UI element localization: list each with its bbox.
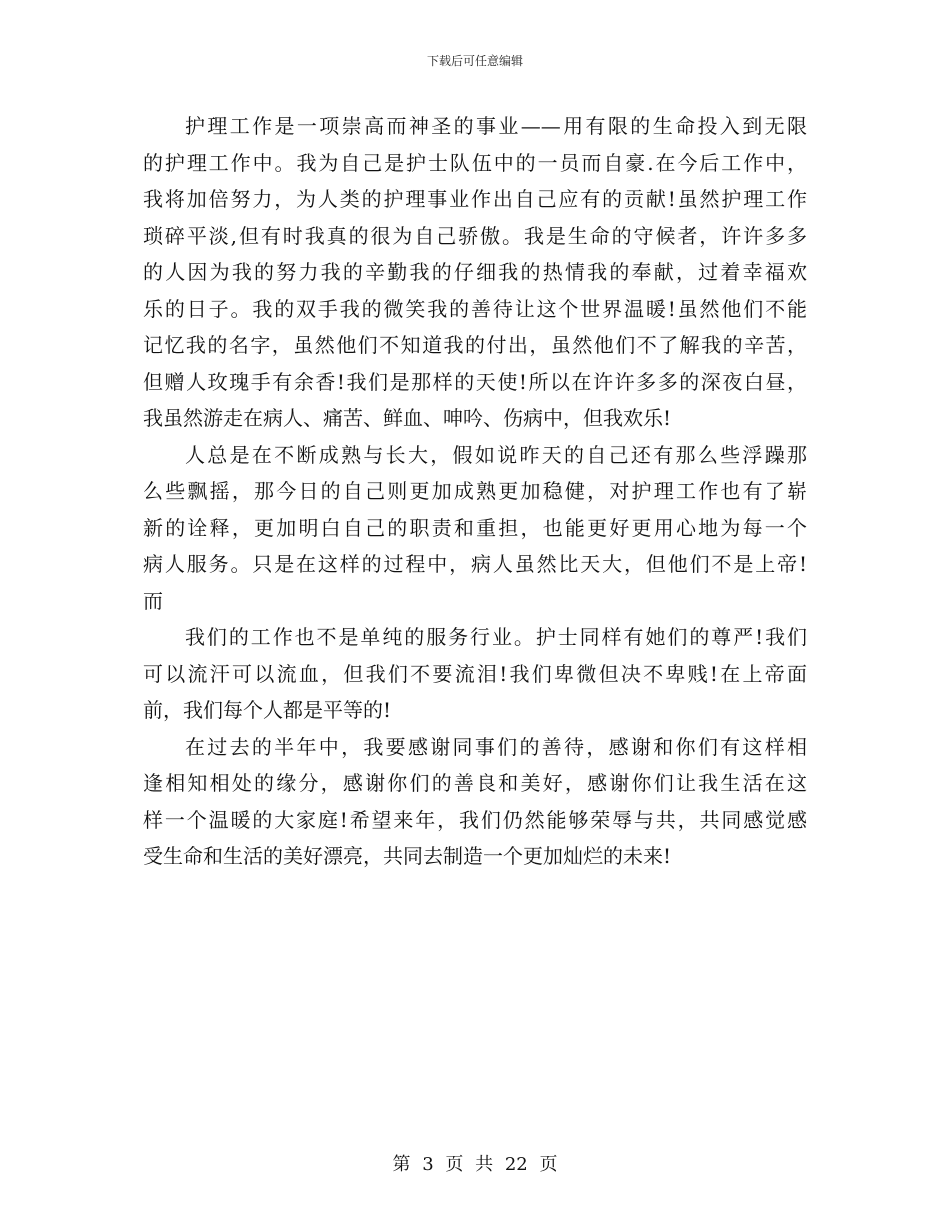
paragraph-line: 在过去的半年中，我要感谢同事们的善待，感谢和你们有这样相 [185,734,807,759]
paragraph-line: 护理工作是一项崇高而神圣的事业——用有限的生命投入到无限 [185,114,807,138]
paragraph-line: 逢相知相处的缘分，感谢你们的善良和美好，感谢你们让我生活在这 [143,771,807,795]
page-header: 下载后可任意编辑 [426,54,523,68]
page-footer: 第 3 页 共 22 页 [392,1154,558,1175]
paragraph-line: 受生命和生活的美好漂亮，共同去制造一个更加灿烂的未来! [143,844,672,868]
paragraph-line: 病人服务。只是在这样的过程中，病人虽然比天大，但他们不是上帝! [143,552,807,576]
body-text [143,108,807,875]
paragraph-line: 但赠人玫瑰手有余香!我们是那样的天使!所以在许许多多的深夜白昼， [143,369,807,394]
paragraph-line: 记忆我的名字，虽然他们不知道我的付出，虽然他们不了解我的辛苦， [143,333,807,357]
paragraph-line: 我们的工作也不是单纯的服务行业。护士同样有她们的尊严!我们 [185,625,807,649]
paragraph-line: 我将加倍努力，为人类的护理事业作出自己应有的贡献!虽然护理工作 [143,187,807,211]
paragraph-line: 新的诠释，更加明白自己的职责和重担，也能更好更用心地为每一个 [143,515,807,540]
paragraph-line: 人总是在不断成熟与长大，假如说昨天的自己还有那么些浮躁那 [185,442,807,467]
paragraph-line: 乐的日子。我的双手我的微笑我的善待让这个世界温暖!虽然他们不能 [143,296,807,321]
paragraph-line: 我虽然游走在病人、痛苦、鲜血、呻吟、伤病中，但我欢乐! [143,406,672,430]
paragraph-line: 琐碎平淡,但有时我真的很为自己骄傲。我是生命的守候者，许许多多 [143,223,807,248]
paragraph-line: 而 [143,588,163,613]
paragraph-line: 可以流汗可以流血，但我们不要流泪!我们卑微但决不卑贱!在上帝面 [143,661,807,686]
paragraph-line: 样一个温暖的大家庭!希望来年，我们仍然能够荣辱与共，共同感觉感 [143,807,807,832]
paragraph-line: 么些飘摇，那今日的自己则更加成熟更加稳健，对护理工作也有了崭 [143,479,807,503]
paragraph-line: 的护理工作中。我为自己是护士队伍中的一员而自豪.在今后工作中， [143,150,807,175]
paragraph-line: 的人因为我的努力我的辛勤我的仔细我的热情我的奉献，过着幸福欢 [143,260,807,284]
paragraph-line: 前，我们每个人都是平等的! [143,698,392,722]
